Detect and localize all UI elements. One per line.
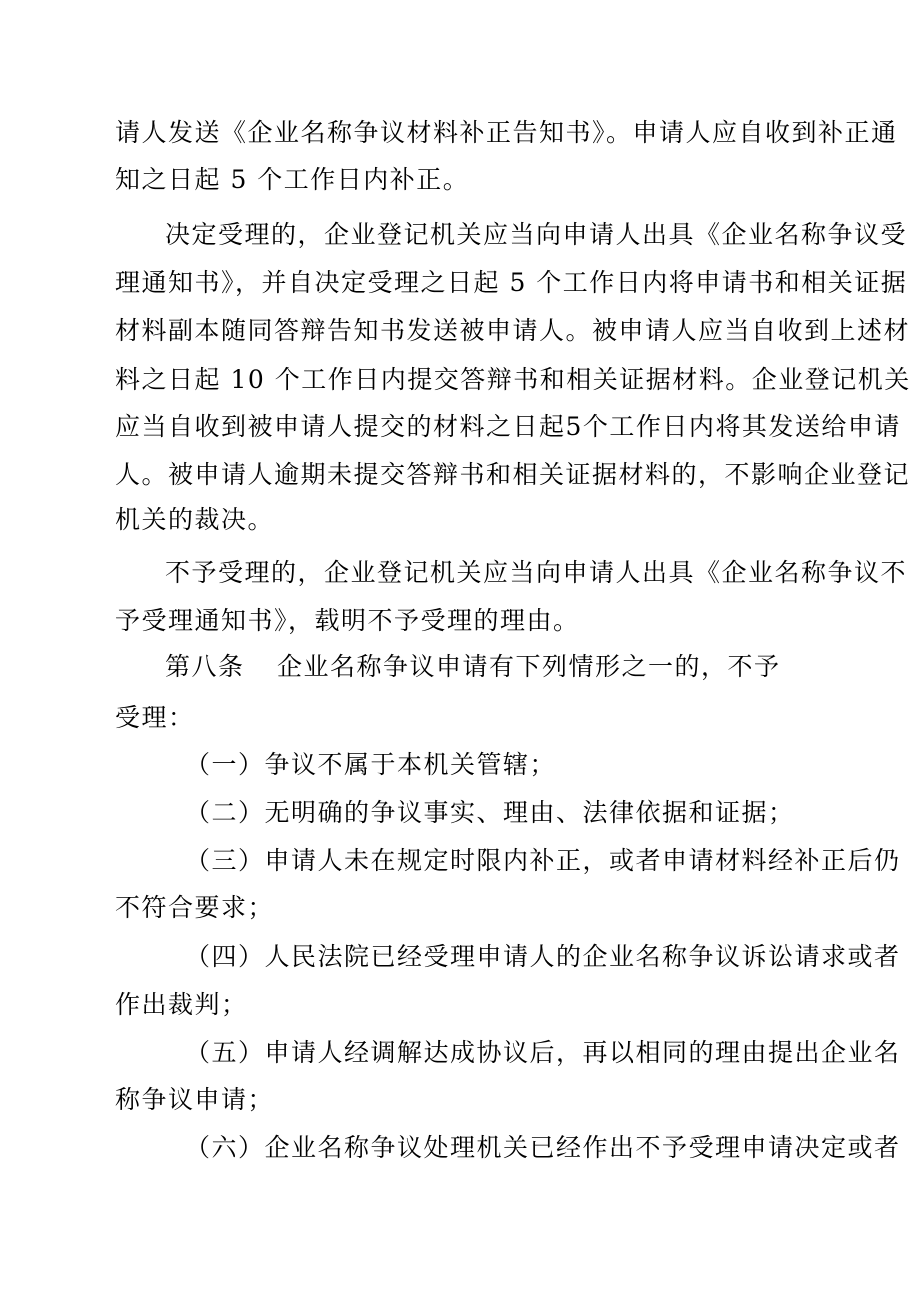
paragraph-line: 材料副本随同答辩告知书发送被申请人。被申请人应当自收到上述材 bbox=[115, 316, 911, 345]
paragraph-line: 受理： bbox=[115, 703, 195, 732]
list-item: （六）企业名称争议处理机关已经作出不予受理申请决定或者 bbox=[185, 1133, 901, 1162]
list-item: （三）申请人未在规定时限内补正，或者申请材料经补正后仍 bbox=[185, 846, 901, 875]
list-item: （一）争议不属于本机关管辖； bbox=[185, 750, 557, 779]
article-heading-text: 企业名称争议申请有下列情形之一的，不予 bbox=[277, 652, 781, 681]
list-item: （四）人民法院已经受理申请人的企业名称争议诉讼请求或者 bbox=[185, 942, 901, 971]
paragraph-line: 不予受理的，企业登记机关应当向申请人出具《企业名称争议不 bbox=[165, 558, 908, 587]
article-number: 第八条 bbox=[165, 652, 245, 681]
paragraph-line: 决定受理的，企业登记机关应当向申请人出具《企业名称争议受 bbox=[165, 220, 908, 249]
list-item: （二）无明确的争议事实、理由、法律依据和证据； bbox=[185, 798, 795, 827]
list-item-continuation: 不符合要求； bbox=[115, 893, 275, 922]
paragraph-line: 人。被申请人逾期未提交答辩书和相关证据材料的，不影响企业登记 bbox=[115, 460, 911, 489]
paragraph-line: 机关的裁决。 bbox=[115, 505, 275, 534]
paragraph-line: 予受理通知书》，载明不予受理的理由。 bbox=[115, 606, 580, 635]
list-item: （五）申请人经调解达成协议后，再以相同的理由提出企业名 bbox=[185, 1038, 901, 1067]
paragraph-line: 理通知书》，并自决定受理之日起 5 个工作日内将申请书和相关证据 bbox=[115, 268, 908, 297]
list-item-continuation: 称争议申请； bbox=[115, 1085, 275, 1114]
list-item-continuation: 作出裁判； bbox=[115, 990, 248, 1019]
paragraph-line: 应当自收到被申请人提交的材料之日起5个工作日内将其发送给申请 bbox=[115, 412, 901, 441]
paragraph-line: 料之日起 10 个工作日内提交答辩书和相关证据材料。企业登记机关 bbox=[115, 365, 911, 394]
paragraph-line: 请人发送《企业名称争议材料补正告知书》。申请人应自收到补正通 bbox=[115, 118, 898, 147]
paragraph-line: 知之日起 5 个工作日内补正。 bbox=[115, 165, 470, 194]
